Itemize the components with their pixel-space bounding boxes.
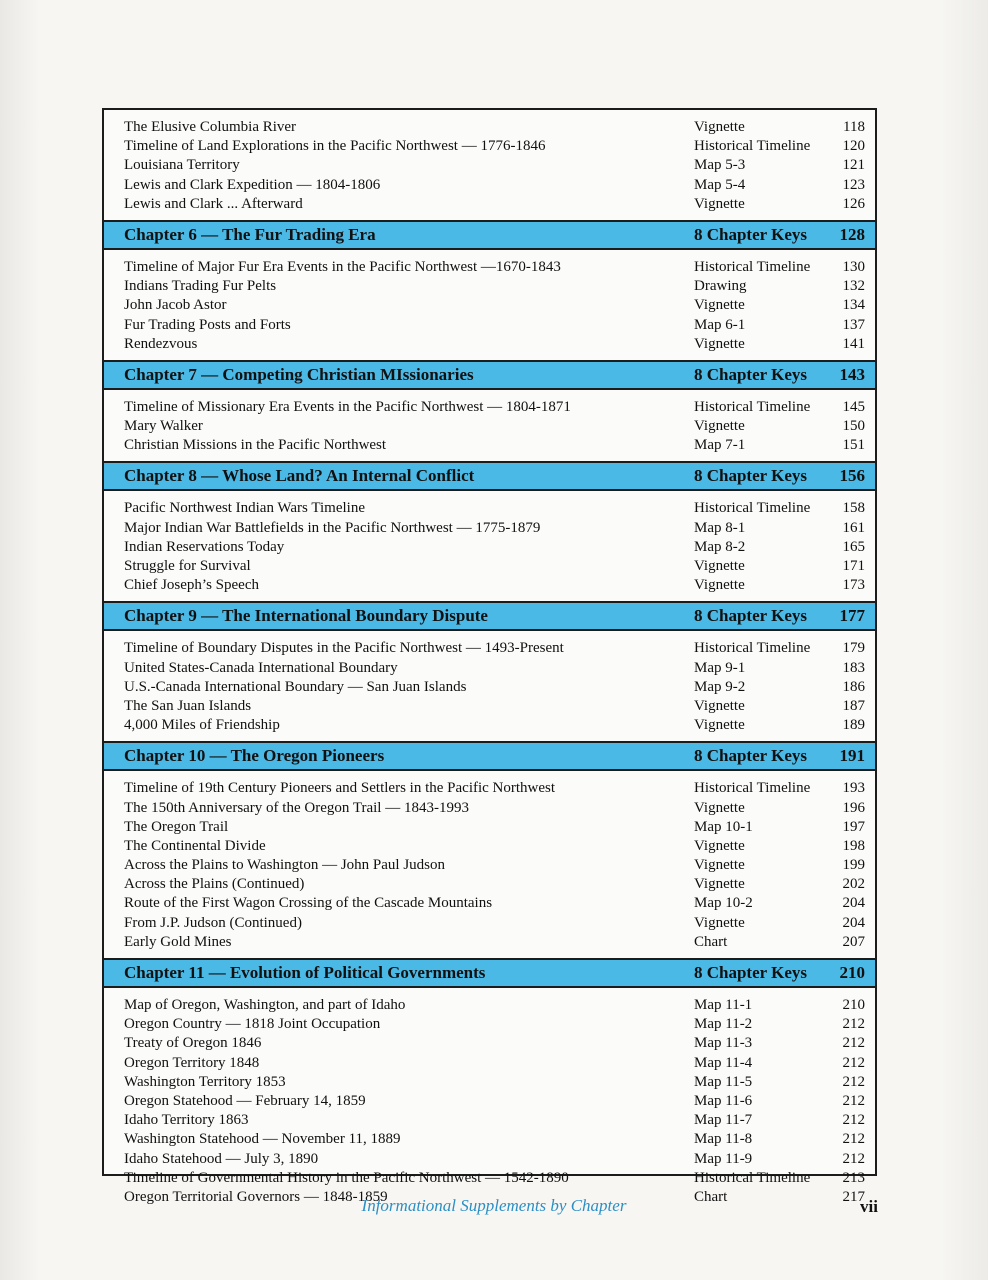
entry-type: Map 11-8 xyxy=(694,1131,753,1148)
entry-type: Map 11-9 xyxy=(694,1150,753,1167)
entry-type: Vignette xyxy=(694,914,745,931)
entry-page: 212 xyxy=(842,1054,865,1071)
entry-type: Vignette xyxy=(694,697,745,714)
entry-title: Across the Plains to Washington — John Paul Judson xyxy=(124,857,446,874)
toc-entry xyxy=(104,277,875,296)
entry-title: Lewis and Clark Expedition — 1804-1806 xyxy=(124,176,381,193)
chapter-keys: 8 Chapter Keys xyxy=(694,746,808,766)
entry-type: Chart xyxy=(694,933,728,950)
entry-page: 171 xyxy=(842,558,865,574)
toc-entry xyxy=(104,933,875,952)
entry-page: 198 xyxy=(842,837,865,854)
entry-page: 179 xyxy=(842,640,865,657)
entry-title: Struggle for Survival xyxy=(124,558,251,574)
toc-entry xyxy=(104,499,875,518)
entry-title: Louisiana Territory xyxy=(124,157,240,174)
toc-entry xyxy=(104,538,875,557)
toc-entry xyxy=(104,914,875,933)
toc-entry xyxy=(104,894,875,913)
toc-entry xyxy=(104,519,875,538)
chapter-title: Chapter 9 — The International Boundary Dispute xyxy=(124,606,488,626)
entry-title: Washington Statehood — November 11, 1889 xyxy=(124,1131,401,1148)
toc-entry xyxy=(104,639,875,658)
entry-type: Vignette xyxy=(694,577,745,594)
entry-page: 151 xyxy=(842,437,865,454)
toc-entry xyxy=(104,875,875,894)
entry-page: 130 xyxy=(842,258,865,275)
entry-title: Indians Trading Fur Pelts xyxy=(124,278,277,295)
entry-page: 150 xyxy=(842,418,865,435)
entry-type: Map 11-5 xyxy=(694,1073,753,1090)
toc-entry xyxy=(104,576,875,595)
entry-title: The Oregon Trail xyxy=(124,818,229,835)
entry-page: 210 xyxy=(842,997,865,1013)
entry-page: 120 xyxy=(842,138,865,155)
entry-type: Historical Timeline xyxy=(694,138,811,155)
entry-type: Map 5-4 xyxy=(694,176,746,193)
entry-page: 207 xyxy=(842,933,865,950)
entry-page: 202 xyxy=(842,876,865,893)
entry-page: 141 xyxy=(842,335,865,352)
toc-entry xyxy=(104,779,875,798)
toc-entry xyxy=(104,195,875,214)
chapter-heading xyxy=(104,461,875,491)
entry-type: Map 11-4 xyxy=(694,1054,753,1071)
entry-type: Vignette xyxy=(694,857,745,874)
chapter-title: Chapter 11 — Evolution of Political Governments xyxy=(124,963,486,982)
entry-type: Chart xyxy=(694,1188,728,1205)
entry-page: 197 xyxy=(842,818,865,835)
entry-page: 193 xyxy=(842,780,865,797)
entry-type: Map 10-2 xyxy=(694,895,753,912)
toc-entry xyxy=(104,716,875,735)
entry-title: The Elusive Columbia River xyxy=(124,119,297,135)
chapter-keys: 8 Chapter Keys xyxy=(694,466,808,486)
entry-page: 132 xyxy=(842,278,865,295)
chapter-title: Chapter 10 — The Oregon Pioneers xyxy=(124,746,385,766)
entry-title: Timeline of Major Fur Era Events in the Pacific Northwest —1670-1843 xyxy=(124,258,561,275)
entry-type: Map 5-3 xyxy=(694,157,746,174)
toc-entry xyxy=(104,335,875,354)
entry-page: 186 xyxy=(842,678,865,695)
entry-type: Vignette xyxy=(694,717,745,734)
entry-page: 165 xyxy=(842,538,865,555)
toc-entry xyxy=(104,1130,875,1149)
entry-page: 137 xyxy=(842,316,865,333)
entry-type: Vignette xyxy=(694,558,745,574)
entry-type: Map 8-2 xyxy=(694,538,746,555)
entry-title: From J.P. Judson (Continued) xyxy=(124,914,302,931)
entry-type: Vignette xyxy=(694,418,745,435)
entry-title: Timeline of Missionary Era Events in the Pacific Northwest — 1804-1871 xyxy=(124,398,571,415)
toc-entry xyxy=(104,1034,875,1053)
entry-type: Historical Timeline xyxy=(694,500,811,517)
footer-caption: Informational Supplements by Chapter xyxy=(361,1196,627,1215)
entry-type: Vignette xyxy=(694,335,745,352)
intro-section xyxy=(104,110,875,220)
entry-type: Map 9-1 xyxy=(694,659,746,676)
entry-page: 161 xyxy=(842,519,865,536)
entry-type: Vignette xyxy=(694,297,745,314)
toc-entry xyxy=(104,1150,875,1169)
entry-title: Early Gold Mines xyxy=(124,933,232,950)
entry-type: Map 7-1 xyxy=(694,437,746,454)
chapter-keys: 8 Chapter Keys xyxy=(694,364,808,384)
entry-page: 217 xyxy=(842,1188,865,1205)
entry-page: 118 xyxy=(843,119,865,135)
entry-title: The Continental Divide xyxy=(124,837,266,854)
entry-type: Vignette xyxy=(694,195,745,212)
chapter-page: 143 xyxy=(839,364,865,384)
entry-type: Map 11-3 xyxy=(694,1035,753,1052)
chapter-heading xyxy=(104,220,875,250)
toc-entry xyxy=(104,697,875,716)
toc-entry xyxy=(104,837,875,856)
entry-title: Route of the First Wagon Crossing of the Cascade Mountains xyxy=(124,895,493,912)
entry-page: 145 xyxy=(842,398,865,415)
entry-page: 212 xyxy=(842,1112,865,1129)
entry-title: Washington Territory 1853 xyxy=(124,1073,286,1090)
entry-page: 134 xyxy=(842,297,865,314)
entry-title: U.S.-Canada International Boundary — San Juan Islands xyxy=(124,678,467,695)
entry-title: 4,000 Miles of Friendship xyxy=(124,717,280,734)
entry-type: Vignette xyxy=(694,799,745,816)
entry-title: The 150th Anniversary of the Oregon Trail — 1843-1993 xyxy=(124,799,469,816)
entry-title: Major Indian War Battlefields in the Pacific Northwest — 1775-1879 xyxy=(124,519,541,536)
entry-type: Map 11-2 xyxy=(694,1016,753,1033)
toc-entry xyxy=(104,1073,875,1092)
toc-entry xyxy=(104,118,875,137)
entry-type: Drawing xyxy=(694,278,747,295)
entry-page: 123 xyxy=(842,176,865,193)
toc-entry xyxy=(104,818,875,837)
entry-type: Map 9-2 xyxy=(694,678,746,695)
entry-title: Oregon Territorial Governors — 1848-1859 xyxy=(124,1188,388,1205)
entry-type: Map 11-7 xyxy=(694,1112,753,1129)
toc-entry xyxy=(104,659,875,678)
toc-entry xyxy=(104,1111,875,1130)
toc-entry xyxy=(104,856,875,875)
entry-title: Timeline of 19th Century Pioneers and Settlers in the Pacific Northwest xyxy=(124,780,556,797)
entry-title: Timeline of Land Explorations in the Pacific Northwest — 1776-1846 xyxy=(124,138,546,155)
entry-title: Chief Joseph’s Speech xyxy=(124,577,259,594)
chapter-page: 177 xyxy=(839,606,865,626)
entry-title: Idaho Territory 1863 xyxy=(124,1112,249,1129)
chapter-entries xyxy=(104,771,875,958)
toc-entry xyxy=(104,799,875,818)
entry-type: Historical Timeline xyxy=(694,258,811,275)
entry-title: Christian Missions in the Pacific Northwest xyxy=(124,437,387,454)
chapter-heading xyxy=(104,958,875,988)
toc-entry xyxy=(104,398,875,417)
chapter-entries xyxy=(104,250,875,360)
chapter-title: Chapter 6 — The Fur Trading Era xyxy=(124,224,376,244)
toc-entry xyxy=(104,557,875,576)
toc-entry xyxy=(104,258,875,277)
page-number: vii xyxy=(860,1197,878,1216)
toc-entry xyxy=(104,316,875,335)
entry-title: Lewis and Clark ... Afterward xyxy=(124,195,303,212)
toc-entry xyxy=(104,296,875,315)
chapter-entries xyxy=(104,631,875,741)
chapter-keys: 8 Chapter Keys xyxy=(694,963,808,982)
entry-title: United States-Canada International Boundary xyxy=(124,659,398,676)
entry-page: 212 xyxy=(842,1150,865,1167)
entry-type: Historical Timeline xyxy=(694,640,811,657)
entry-page: 204 xyxy=(842,895,865,912)
entry-type: Historical Timeline xyxy=(694,398,811,415)
chapter-entries xyxy=(104,491,875,601)
entry-page: 199 xyxy=(842,857,865,874)
entry-type: Map 10-1 xyxy=(694,818,753,835)
entry-title: Idaho Statehood — July 3, 1890 xyxy=(124,1150,319,1167)
entry-type: Historical Timeline xyxy=(694,1169,811,1186)
toc-entry xyxy=(104,156,875,175)
chapter-keys: 8 Chapter Keys xyxy=(694,224,808,244)
entry-title: Across the Plains (Continued) xyxy=(124,876,305,893)
entry-page: 212 xyxy=(842,1016,865,1033)
entry-page: 212 xyxy=(842,1035,865,1052)
toc-entry xyxy=(104,1054,875,1073)
entry-type: Map 11-6 xyxy=(694,1092,753,1109)
entry-title: John Jacob Astor xyxy=(124,297,227,314)
entry-page: 173 xyxy=(842,577,865,594)
entry-title: The San Juan Islands xyxy=(124,697,252,714)
entry-type: Vignette xyxy=(694,837,745,854)
entry-page: 158 xyxy=(842,500,865,517)
entry-page: 183 xyxy=(842,659,865,676)
entry-type: Historical Timeline xyxy=(694,780,811,797)
toc-entry xyxy=(104,1015,875,1034)
entry-title: Oregon Country — 1818 Joint Occupation xyxy=(124,1016,381,1033)
toc-entry xyxy=(104,436,875,455)
entry-page: 213 xyxy=(842,1169,865,1186)
chapter-heading xyxy=(104,360,875,390)
toc-entry xyxy=(104,137,875,156)
toc-entry xyxy=(104,176,875,195)
chapter-title: Chapter 8 — Whose Land? An Internal Conflict xyxy=(124,466,475,486)
entry-type: Map 11-1 xyxy=(694,997,753,1013)
entry-title: Oregon Territory 1848 xyxy=(124,1054,260,1071)
chapter-heading xyxy=(104,741,875,771)
chapter-keys: 8 Chapter Keys xyxy=(694,606,808,626)
entry-page: 212 xyxy=(842,1092,865,1109)
chapter-heading xyxy=(104,601,875,631)
toc-entry xyxy=(104,1092,875,1111)
toc-entry xyxy=(104,1169,875,1188)
entry-page: 212 xyxy=(842,1073,865,1090)
entry-title: Map of Oregon, Washington, and part of Idaho xyxy=(124,997,406,1013)
entry-page: 189 xyxy=(842,717,865,734)
entry-title: Timeline of Boundary Disputes in the Pacific Northwest — 1493-Present xyxy=(124,640,564,657)
chapter-title: Chapter 7 — Competing Christian MIssionaries xyxy=(124,364,474,384)
entry-title: Rendezvous xyxy=(124,335,198,352)
entry-title: Treaty of Oregon 1846 xyxy=(124,1035,262,1052)
chapter-page: 156 xyxy=(839,466,865,486)
entry-type: Map 6-1 xyxy=(694,316,746,333)
entry-type: Map 8-1 xyxy=(694,519,746,536)
entry-page: 204 xyxy=(842,914,865,931)
entry-page: 212 xyxy=(842,1131,865,1148)
toc-entry xyxy=(104,678,875,697)
entry-page: 187 xyxy=(842,697,865,714)
table-of-contents xyxy=(102,108,877,1205)
toc-entry xyxy=(104,417,875,436)
chapter-page: 210 xyxy=(839,963,865,982)
chapter-page: 128 xyxy=(839,224,865,244)
entry-title: Indian Reservations Today xyxy=(124,538,285,555)
chapter-list xyxy=(104,220,875,1213)
toc-entry xyxy=(104,996,875,1015)
entry-page: 126 xyxy=(842,195,865,212)
entry-title: Oregon Statehood — February 14, 1859 xyxy=(124,1092,366,1109)
chapter-entries xyxy=(104,988,875,1213)
entry-title: Mary Walker xyxy=(124,418,203,435)
entry-title: Pacific Northwest Indian Wars Timeline xyxy=(124,500,365,517)
entry-type: Vignette xyxy=(694,119,745,135)
entry-title: Fur Trading Posts and Forts xyxy=(124,316,291,333)
chapter-entries xyxy=(104,390,875,462)
chapter-page: 191 xyxy=(839,746,865,766)
entry-type: Vignette xyxy=(694,876,745,893)
entry-title: Timeline of Governmental History in the Pacific Northwest — 1542-1890 xyxy=(124,1169,569,1186)
entry-page: 196 xyxy=(842,799,865,816)
entry-page: 121 xyxy=(842,157,865,174)
